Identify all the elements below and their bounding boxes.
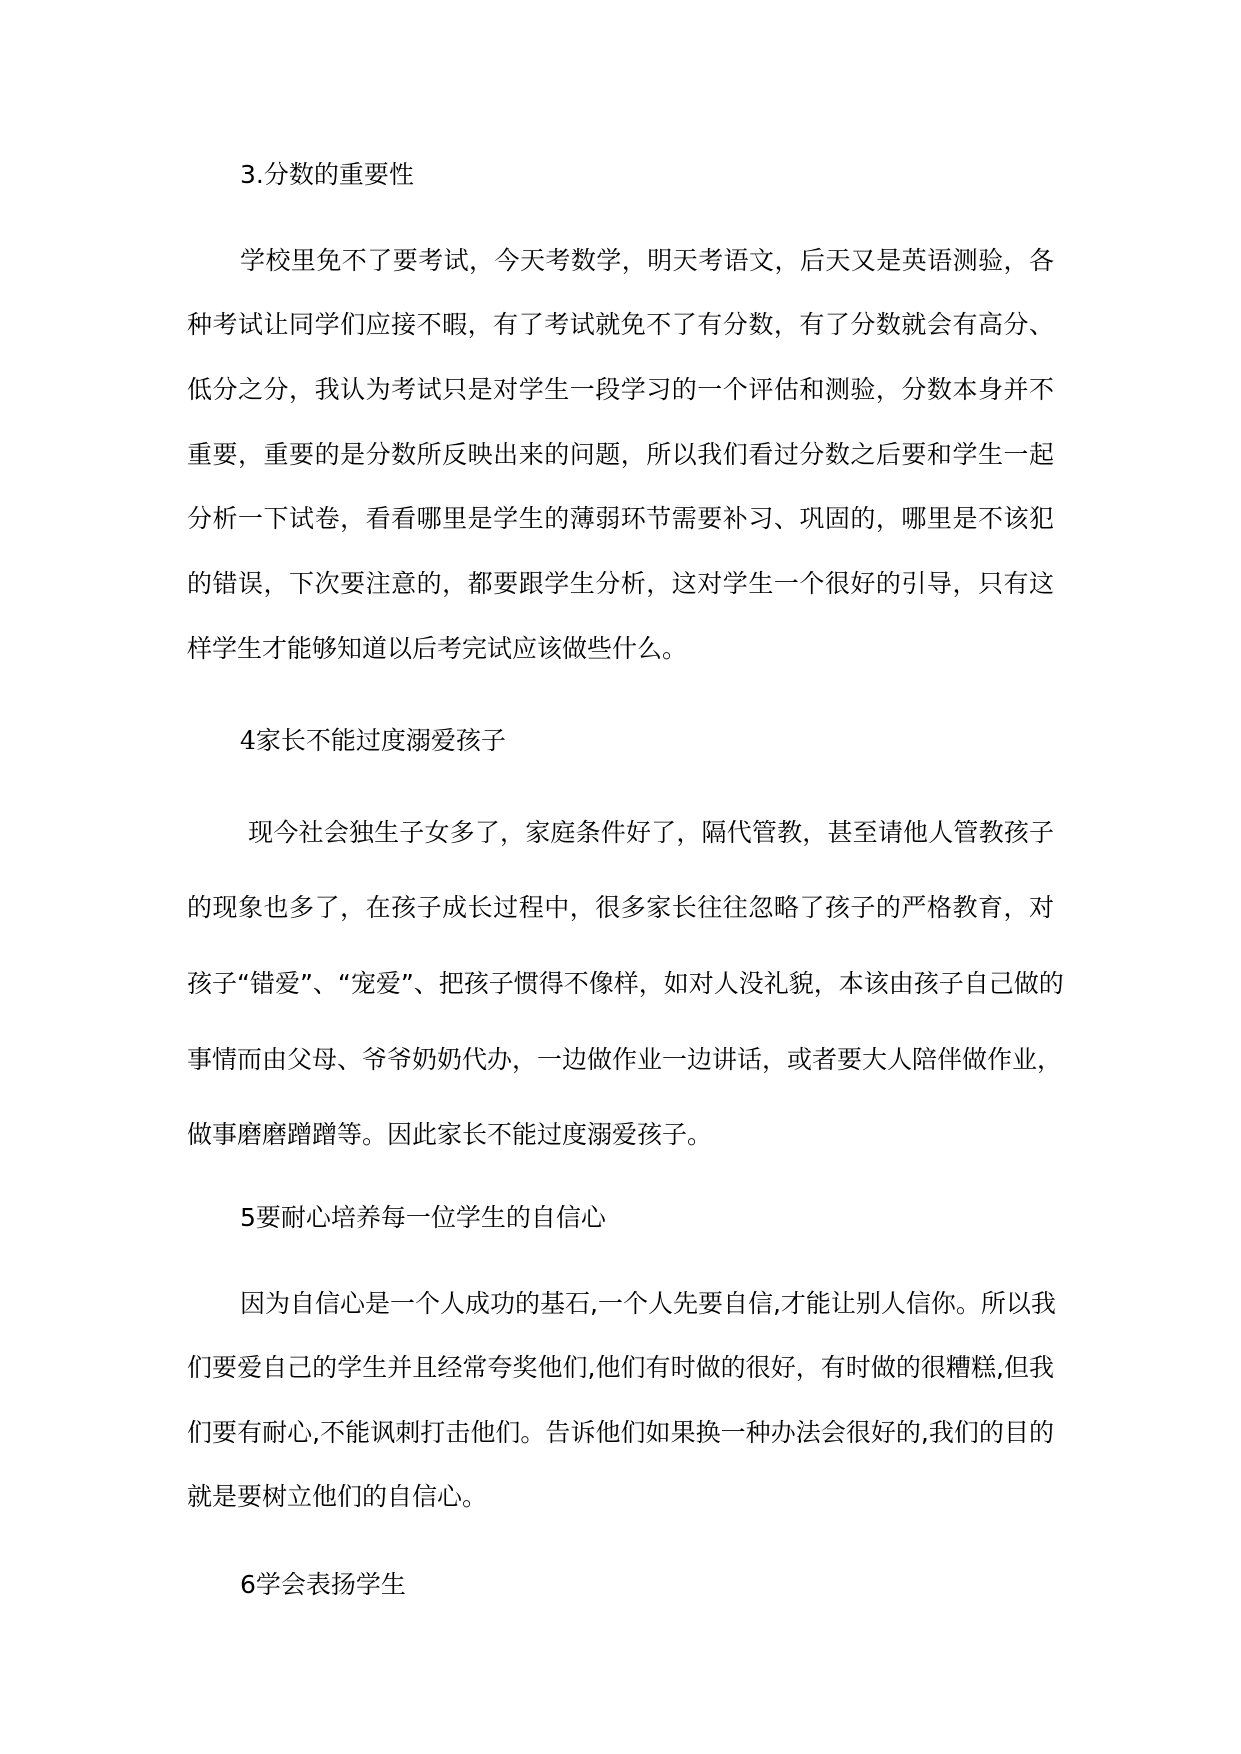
- paragraph-line: 样学生才能够知道以后考完试应该做些什么。: [187, 633, 688, 663]
- paragraph-line: 分析一下试卷，看看哪里是学生的薄弱环节需要补习、巩固的，哪里是不该犯: [187, 504, 1054, 534]
- paragraph-line: 现今社会独生子女多了，家庭条件好了，隔代管教，甚至请他人管教孩子: [240, 817, 1054, 847]
- paragraph-line: 的错误，下次要注意的，都要跟学生分析，这对学生一个很好的引导，只有这: [187, 569, 1054, 599]
- section-heading-block: [187, 1552, 1054, 1617]
- paragraph: [187, 1272, 1054, 1530]
- paragraph-line: 孩子“错爱”、“宠爱”、把孩子惯得不像样，如对人没礼貌，本该由孩子自己做的: [187, 969, 1064, 998]
- paragraph-line: 们要爱自己的学生并且经常夸奖他们,他们有时做的很好，有时做的很糟糕,但我: [187, 1353, 1054, 1383]
- paragraph: [187, 795, 1064, 1173]
- paragraph-line: 做事磨磨蹭蹭等。因此家长不能过度溺爱孩子。: [187, 1120, 713, 1150]
- paragraph-line: 们要有耐心,不能讽刺打击他们。告诉他们如果换一种办法会很好的,我们的目的: [187, 1417, 1054, 1447]
- section-heading: 5要耐心培养每一位学生的自信心: [240, 1202, 606, 1232]
- section-heading: 3.分数的重要性: [240, 160, 414, 189]
- section-heading: 6学会表扬学生: [240, 1569, 406, 1599]
- paragraph-line: 就是要树立他们的自信心。: [187, 1482, 488, 1512]
- paragraph-line: 因为自信心是一个人成功的基石,一个人先要自信,才能让别人信你。所以我: [240, 1288, 1056, 1318]
- section-heading-block: [187, 142, 1054, 207]
- paragraph-line: 学校里免不了要考试，今天考数学，明天考语文，后天又是英语测验，各: [240, 245, 1054, 275]
- paragraph-line: 种考试让同学们应接不暇，有了考试就免不了有分数，有了分数就会有高分、: [187, 310, 1054, 340]
- paragraph-line: 的现象也多了，在孩子成长过程中，很多家长往往忽略了孩子的严格教育，对: [187, 893, 1054, 923]
- paragraph-line: 低分之分，我认为考试只是对学生一段学习的一个评估和测验，分数本身并不: [187, 374, 1054, 404]
- paragraph-line: 重要，重要的是分数所反映出来的问题，所以我们看过分数之后要和学生一起: [187, 439, 1054, 469]
- section-heading-block: [187, 708, 1054, 773]
- paragraph: [187, 229, 1054, 682]
- paragraph-line: 事情而由父母、爷爷奶奶代办，一边做作业一边讲话，或者要大人陪伴做作业，: [187, 1044, 1063, 1074]
- section-heading-block: [187, 1185, 1054, 1250]
- section-heading: 4家长不能过度溺爱孩子: [240, 725, 506, 755]
